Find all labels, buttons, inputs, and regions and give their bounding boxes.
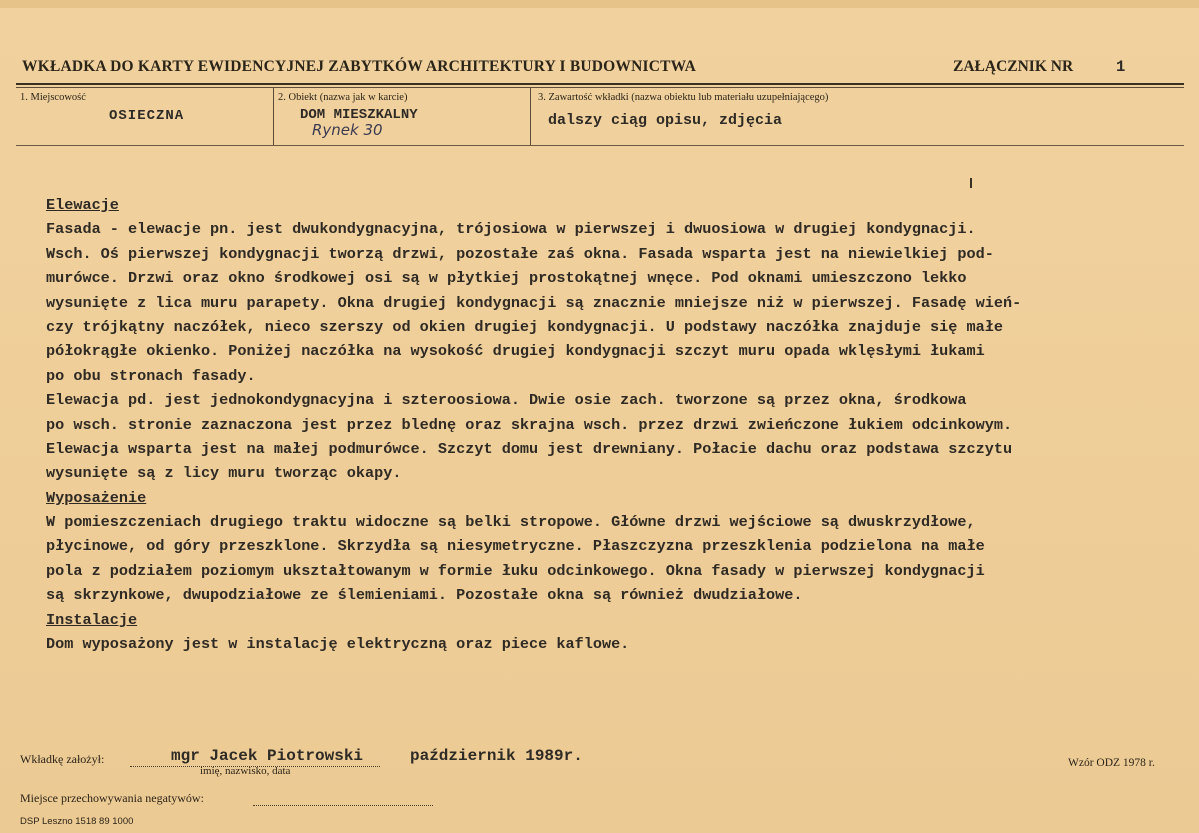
body-line: wysunięte są z licy muru tworząc okapy. [46,464,402,483]
body-line: pola z podziałem poziomym ukształtowanym w formie łuku odcinkowego. Okna fasady w pierwszej kondygnacji [46,561,985,580]
place-value: OSIECZNA [109,108,185,124]
section-heading: Wyposażenie [46,488,147,507]
negatives-label: Miejsce przechowywania negatywów: [20,791,204,805]
negatives-dotted-line [253,804,433,806]
body-line: Fasada - elewacje pn. jest dwukondygnacyjna, trójosiowa w pierwszej i dwuosiowa w drugiej kondygnacji. [46,220,976,239]
section-heading: Instalacje [46,610,138,629]
author-sublabel: imię, nazwisko, data [200,765,291,777]
form-template-label: Wzór ODZ 1978 r. [1068,757,1155,769]
date-value: październik 1989r. [410,747,583,765]
description-body [46,193,1176,656]
field-divider-2 [530,87,531,145]
author-value: mgr Jacek Piotrowski [171,747,364,765]
body-line: płycinowe, od góry przeszklone. Skrzydła są niesymetryczne. Płaszczyzna przeszklenia podzielona na małe [46,537,985,556]
body-line: po obu stronach fasady. [46,366,256,385]
body-line: Elewacja wsparta jest na małej podmurówce. Szczyt domu jest drewniany. Połacie dachu oraz podstawa szczytu [46,439,1013,458]
card-title: WKŁADKA DO KARTY EWIDENCYJNEJ ZABYTKÓW ARCHITEKTURY I BUDOWNICTWA [22,58,697,75]
object-handwritten-address: Rynek 30 [312,121,383,139]
attachment-label: ZAŁĄCZNIK NR [953,58,1074,75]
field-divider-1 [273,87,274,145]
contents-value: dalszy ciąg opisu, zdjęcia [548,112,783,129]
header-rule-thick [16,83,1184,85]
card-top-edge [0,0,1199,8]
header-rule [16,87,1184,88]
body-line: czy trójkątny naczółek, nieco szerszy od okien drugiej kondygnacji. U podstawy naczółka znajduje się małe [46,317,1003,336]
section-heading: Elewacje [46,196,119,214]
object-label: 2. Obiekt (nazwa jak w karcie) [278,92,408,103]
body-line: są skrzynkowe, dwupodziałowe ze ślemieniami. Pozostałe okna są również dwudziałowe. [46,586,803,605]
contents-label: 3. Zawartość wkładki (nazwa obiektu lub materiału uzupełniającego) [538,92,829,103]
author-label: Wkładkę założył: [20,752,105,766]
attachment-number: 1 [1116,58,1126,76]
body-line: murówce. Drzwi oraz okno środkowej osi są w płytkiej prostokątnej wnęce. Pod oknami umieszczono lekko [46,269,967,288]
ink-mark [970,178,972,188]
printer-imprint: DSP Leszno 1518 89 1000 [20,816,134,827]
place-label: 1. Miejscowość [20,92,86,103]
body-line: półokrągłe okienko. Poniżej naczółka na wysokość drugiej kondygnacji szczyt muru opada wklęsłymi łukami [46,342,985,361]
body-line: Dom wyposażony jest w instalację elektryczną oraz piece kaflowe. [46,635,630,654]
body-line: Elewacja pd. jest jednokondygnacyjna i szteroosiowa. Dwie osie zach. tworzone są przez okna, środkowa [46,391,967,410]
body-line: W pomieszczeniach drugiego traktu widoczne są belki stropowe. Główne drzwi wejściowe są dwuskrzydłowe, [46,513,976,532]
body-line: wysunięte z lica muru parapety. Okna drugiej kondygnacji są znacznie mniejsze niż w pierwszej. Fasadę wień- [46,293,1022,312]
body-line: Wsch. Oś pierwszej kondygnacji tworzą drzwi, pozostałe zaś okna. Fasada wsparta jest na niewielkiej pod- [46,244,994,263]
object-value: DOM MIESZKALNY [300,107,418,123]
fields-rule [16,145,1184,146]
body-line: po wsch. stronie zaznaczona jest przez blednę oraz skrajna wsch. przez drzwi zwieńczone łukiem odcinkowym. [46,415,1013,434]
